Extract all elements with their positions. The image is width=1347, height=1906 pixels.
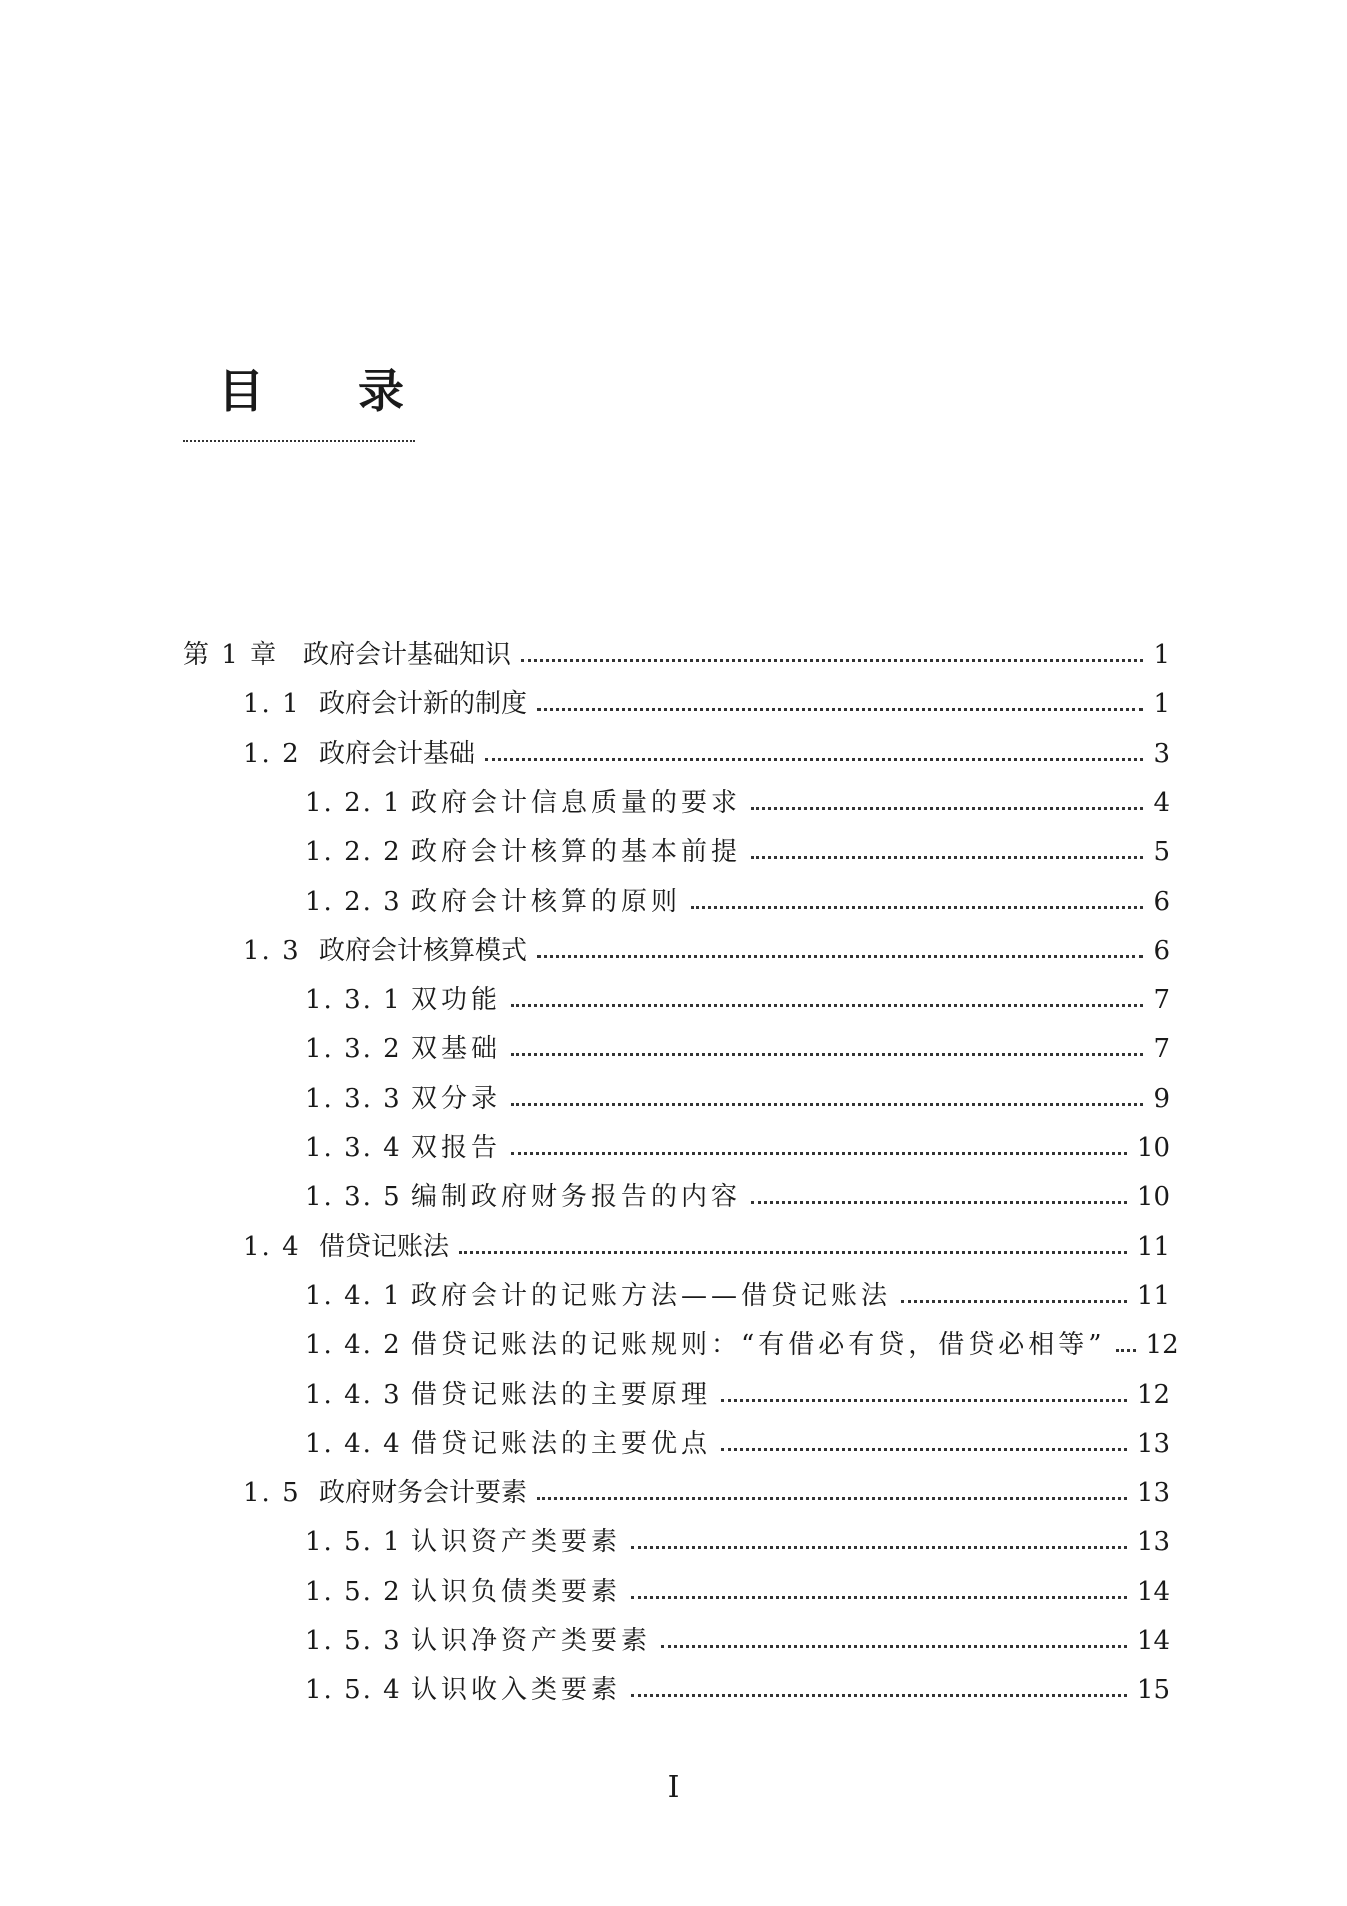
dot-leader (721, 1399, 1127, 1402)
toc-entry-title: 双功能 (411, 985, 502, 1015)
toc-entry-number: 1. 2. 2 (305, 837, 402, 867)
toc-entry[interactable] (183, 631, 1170, 680)
toc-entry[interactable] (305, 1075, 1170, 1124)
toc-entry-title: 借贷记账法 (319, 1232, 450, 1262)
dot-leader (901, 1300, 1127, 1303)
toc-entry-number: 1. 3. 3 (305, 1084, 402, 1114)
toc-entry-page: 3 (1153, 739, 1170, 769)
toc-entry-page: 12 (1136, 1380, 1170, 1410)
toc-entry[interactable] (305, 1025, 1170, 1074)
dot-leader (537, 708, 1143, 711)
dot-leader (511, 1004, 1143, 1007)
toc-entry-number: 1. 3 (243, 936, 301, 966)
toc-entry-title: 政府会计核算的基本前提 (411, 837, 742, 867)
dot-leader (631, 1546, 1127, 1549)
toc-entry-page: 11 (1136, 1232, 1170, 1262)
toc-entry-number: 1. 4. 4 (305, 1429, 402, 1459)
toc-entry-page: 12 (1145, 1330, 1179, 1360)
toc-entry[interactable] (243, 680, 1170, 729)
toc-entry-number: 1. 2 (243, 739, 301, 769)
toc-entry[interactable] (305, 779, 1170, 828)
toc-entry-title: 政府会计信息质量的要求 (411, 788, 742, 818)
toc-entry-number: 1. 3. 2 (305, 1034, 402, 1064)
toc-entry-number: 1. 2. 3 (305, 887, 402, 917)
toc-entry[interactable] (243, 730, 1170, 779)
toc-entry-title: 政府财务会计要素 (319, 1478, 528, 1508)
toc-entry-title: 双分录 (411, 1084, 502, 1114)
dot-leader (721, 1448, 1127, 1451)
toc-entry-title: 双报告 (411, 1133, 502, 1163)
toc-entry-title: 认识资产类要素 (411, 1527, 622, 1557)
toc-entry-title: 政府会计基础 (319, 739, 476, 769)
toc-entry-title: 政府会计核算模式 (319, 936, 528, 966)
toc-entry[interactable] (305, 828, 1170, 877)
toc-entry-number: 第 1 章 (183, 640, 279, 670)
toc-entry[interactable] (305, 1371, 1170, 1420)
toc-entry-number: 1. 5. 4 (305, 1675, 402, 1705)
toc-entry-number: 1. 5. 3 (305, 1626, 402, 1656)
toc-entry-page: 7 (1153, 985, 1170, 1015)
toc-entry-title: 借贷记账法的记账规则：“有借必有贷，借贷必相等” (411, 1330, 1106, 1360)
toc-entry-number: 1. 5 (243, 1478, 301, 1508)
toc-entry-title: 编制政府财务报告的内容 (411, 1182, 742, 1212)
dot-leader (631, 1694, 1127, 1697)
toc-entry[interactable] (305, 1173, 1170, 1222)
toc-entry-page: 10 (1136, 1182, 1170, 1212)
dot-leader (521, 659, 1143, 662)
toc-entry-number: 1. 4. 1 (305, 1281, 402, 1311)
toc-entry[interactable] (305, 1272, 1170, 1321)
toc-entry-page: 13 (1136, 1429, 1170, 1459)
toc-entry[interactable] (243, 1223, 1170, 1272)
toc-entry[interactable] (305, 976, 1170, 1025)
toc-entry[interactable] (305, 878, 1170, 927)
toc-entry-number: 1. 3. 5 (305, 1182, 402, 1212)
toc-entry-page: 14 (1136, 1626, 1170, 1656)
toc-entry-page: 5 (1153, 837, 1170, 867)
dot-leader (485, 758, 1143, 761)
toc-entry[interactable] (305, 1617, 1170, 1666)
toc-entry-page: 15 (1136, 1675, 1170, 1705)
toc-entry-title: 认识净资产类要素 (411, 1626, 652, 1656)
toc-entry-number: 1. 2. 1 (305, 788, 402, 818)
toc-entry-number: 1. 4. 2 (305, 1330, 402, 1360)
toc-entry-page: 6 (1153, 887, 1170, 917)
toc-entry-page: 13 (1136, 1478, 1170, 1508)
toc-entry-page: 4 (1153, 788, 1170, 818)
dot-leader (537, 955, 1143, 958)
dot-leader (459, 1251, 1127, 1254)
dot-leader (661, 1645, 1127, 1648)
toc-entry-title: 认识负债类要素 (411, 1577, 622, 1607)
toc-entry[interactable] (305, 1518, 1170, 1567)
toc-entry-title: 政府会计的记账方法——借贷记账法 (411, 1281, 892, 1311)
title-dotted-rule (183, 440, 415, 442)
dot-leader (751, 807, 1143, 810)
toc-entry-title: 认识收入类要素 (411, 1675, 622, 1705)
dot-leader (691, 906, 1143, 909)
toc-entry-number: 1. 3. 4 (305, 1133, 402, 1163)
dot-leader (511, 1152, 1127, 1155)
toc-entry[interactable] (305, 1420, 1170, 1469)
dot-leader (631, 1596, 1127, 1599)
toc-entry-title: 政府会计新的制度 (319, 689, 528, 719)
title-char-1: 目 (218, 364, 264, 418)
toc-entry-title: 借贷记账法的主要原理 (411, 1380, 712, 1410)
page-title (183, 360, 415, 422)
toc-entry-number: 1. 3. 1 (305, 985, 402, 1015)
toc-entry-page: 10 (1136, 1133, 1170, 1163)
toc-entry-page: 6 (1153, 936, 1170, 966)
toc-entry-title: 双基础 (411, 1034, 502, 1064)
dot-leader (1116, 1349, 1136, 1352)
dot-leader (511, 1103, 1143, 1106)
toc-entry[interactable] (305, 1666, 1170, 1715)
dot-leader (537, 1497, 1127, 1500)
toc-entry-page: 11 (1136, 1281, 1170, 1311)
toc-entry[interactable] (305, 1124, 1170, 1173)
toc-entry-page: 9 (1153, 1084, 1170, 1114)
toc-entry[interactable] (243, 1469, 1170, 1518)
toc-entry-number: 1. 5. 2 (305, 1577, 402, 1607)
toc-entry-title: 借贷记账法的主要优点 (411, 1429, 712, 1459)
dot-leader (751, 856, 1143, 859)
toc-entry-page: 14 (1136, 1577, 1170, 1607)
toc-entry-title: 政府会计基础知识 (303, 640, 512, 670)
title-char-2: 录 (358, 364, 404, 418)
toc-entry-number: 1. 4. 3 (305, 1380, 402, 1410)
toc-entry[interactable] (305, 1321, 1179, 1370)
toc-entry-number: 1. 4 (243, 1232, 301, 1262)
page-number: I (667, 1770, 680, 1805)
toc-header (183, 360, 415, 442)
toc-entry[interactable] (243, 927, 1170, 976)
toc-entry-number: 1. 5. 1 (305, 1527, 402, 1557)
toc-entry-title: 政府会计核算的原则 (411, 887, 682, 917)
toc-entry-number: 1. 1 (243, 689, 301, 719)
toc-entry-page: 1 (1153, 689, 1170, 719)
dot-leader (751, 1201, 1127, 1204)
toc-entry-page: 1 (1153, 640, 1170, 670)
toc-entry-page: 13 (1136, 1527, 1170, 1557)
toc-entry-page: 7 (1153, 1034, 1170, 1064)
toc-entry[interactable] (305, 1568, 1170, 1617)
dot-leader (511, 1053, 1143, 1056)
